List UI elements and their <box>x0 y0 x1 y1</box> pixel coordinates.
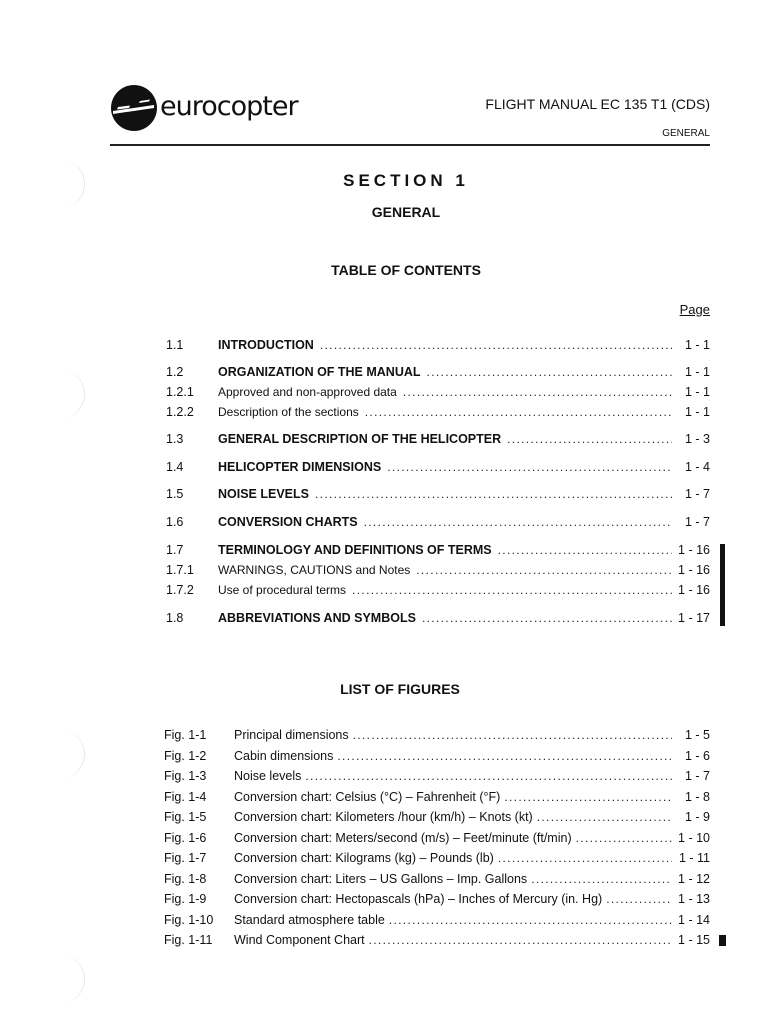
toc-entry-title: Approved and non-approved data <box>218 385 397 399</box>
toc-entry[interactable] <box>166 515 710 529</box>
toc-entry-number: 1.2 <box>166 365 184 379</box>
punch-hole-shadow <box>58 730 85 778</box>
figure-page: 1 - 8 <box>684 790 710 804</box>
toc-entry-page: 1 - 7 <box>684 487 710 501</box>
toc-entry-number: 1.5 <box>166 487 184 501</box>
toc-entry-number: 1.1 <box>166 338 184 352</box>
figure-number: Fig. 1-1 <box>164 728 207 742</box>
toc-entry[interactable] <box>166 563 710 577</box>
figure-title: Conversion chart: Meters/second (m/s) – Feet/minute (ft/min) <box>234 831 572 845</box>
dot-leader <box>531 872 672 886</box>
toc-entry-number: 1.7.2 <box>166 583 194 597</box>
section-title: SECTION 1 <box>343 171 469 190</box>
eurocopter-logo-icon <box>110 84 158 132</box>
dot-leader <box>507 432 672 446</box>
toc-entry[interactable] <box>166 583 710 597</box>
dot-leader <box>422 611 672 625</box>
figure-entry[interactable] <box>164 851 710 865</box>
toc-entry-number: 1.4 <box>166 460 184 474</box>
dot-leader <box>365 405 672 419</box>
toc-entry-page: 1 - 3 <box>684 432 710 446</box>
page-column-label: Page <box>679 302 710 317</box>
punch-hole-shadow <box>58 370 85 418</box>
eurocopter-logo <box>110 84 298 132</box>
dot-leader <box>576 831 672 845</box>
toc-entry-title: ABBREVIATIONS AND SYMBOLS <box>218 611 416 625</box>
figure-number: Fig. 1-6 <box>164 831 207 845</box>
revision-bar <box>720 544 725 626</box>
toc-entry-page: 1 - 16 <box>678 563 710 577</box>
toc-entry-title: HELICOPTER DIMENSIONS <box>218 460 382 474</box>
figure-page: 1 - 12 <box>678 872 710 886</box>
figure-number: Fig. 1-9 <box>164 892 207 906</box>
toc-entry-page: 1 - 17 <box>678 611 710 625</box>
dot-leader <box>305 769 672 783</box>
dot-leader <box>498 851 672 865</box>
toc-entry[interactable] <box>166 365 710 379</box>
brand-name: eurocopter <box>160 90 298 122</box>
toc-entry-page: 1 - 16 <box>678 583 710 597</box>
toc-entry-number: 1.2.1 <box>166 385 194 399</box>
figure-entry[interactable] <box>164 790 710 804</box>
header-rule <box>110 144 710 146</box>
figure-page: 1 - 6 <box>684 749 710 763</box>
dot-leader <box>403 385 672 399</box>
toc-entry-number: 1.7.1 <box>166 563 194 577</box>
dot-leader <box>337 749 672 763</box>
toc-entry-title: NOISE LEVELS <box>218 487 309 501</box>
toc-entry-page: 1 - 1 <box>684 405 710 419</box>
figure-number: Fig. 1-7 <box>164 851 207 865</box>
figure-number: Fig. 1-8 <box>164 872 207 886</box>
figure-title: Wind Component Chart <box>234 933 365 947</box>
toc-entry-number: 1.7 <box>166 543 184 557</box>
dot-leader <box>364 515 672 529</box>
figure-page: 1 - 15 <box>678 933 710 947</box>
revision-mark <box>719 935 726 946</box>
toc-entry-title: Description of the sections <box>218 405 359 419</box>
figure-title: Cabin dimensions <box>234 749 334 763</box>
figures-heading: LIST OF FIGURES <box>340 681 460 697</box>
figure-title: Noise levels <box>234 769 302 783</box>
section-subtitle: GENERAL <box>371 204 441 220</box>
chapter-name: GENERAL <box>662 128 710 139</box>
figure-entry[interactable] <box>164 913 710 927</box>
dot-leader <box>504 790 672 804</box>
figure-page: 1 - 13 <box>678 892 710 906</box>
figure-page: 1 - 14 <box>678 913 710 927</box>
toc-entry-title: ORGANIZATION OF THE MANUAL <box>218 365 421 379</box>
figure-entry[interactable] <box>164 810 710 824</box>
punch-hole-shadow <box>58 955 85 1003</box>
toc-entry-title: Use of procedural terms <box>218 583 347 597</box>
toc-entry-page: 1 - 4 <box>684 460 710 474</box>
toc-entry-number: 1.8 <box>166 611 184 625</box>
figure-page: 1 - 9 <box>684 810 710 824</box>
figure-number: Fig. 1-11 <box>164 933 213 947</box>
figure-entry[interactable] <box>164 933 710 947</box>
toc-entry[interactable] <box>166 487 710 501</box>
dot-leader <box>537 810 672 824</box>
figure-number: Fig. 1-5 <box>164 810 207 824</box>
figure-entry[interactable] <box>164 769 710 783</box>
toc-entry[interactable] <box>166 405 710 419</box>
dot-leader <box>353 728 672 742</box>
toc-entry-page: 1 - 16 <box>678 543 710 557</box>
dot-leader <box>315 487 672 501</box>
dot-leader <box>369 933 672 947</box>
figure-title: Conversion chart: Hectopascals (hPa) – Inches of Mercury (in. Hg) <box>234 892 603 906</box>
figure-title: Principal dimensions <box>234 728 349 742</box>
dot-leader <box>320 338 672 352</box>
toc-entry-title: INTRODUCTION <box>218 338 314 352</box>
figure-title: Standard atmosphere table <box>234 913 385 927</box>
toc-entry[interactable] <box>166 432 710 446</box>
toc-entry[interactable] <box>166 611 710 625</box>
toc-entry-page: 1 - 1 <box>684 385 710 399</box>
toc-entry[interactable] <box>166 385 710 399</box>
dot-leader <box>389 913 672 927</box>
figure-number: Fig. 1-3 <box>164 769 207 783</box>
toc-entry-number: 1.6 <box>166 515 184 529</box>
toc-heading: TABLE OF CONTENTS <box>331 262 481 278</box>
dot-leader <box>352 583 672 597</box>
toc-entry-title: GENERAL DESCRIPTION OF THE HELICOPTER <box>218 432 502 446</box>
figure-page: 1 - 5 <box>684 728 710 742</box>
dot-leader <box>387 460 672 474</box>
toc-entry-title: CONVERSION CHARTS <box>218 515 358 529</box>
figure-page: 1 - 11 <box>678 851 710 865</box>
figure-number: Fig. 1-4 <box>164 790 207 804</box>
dot-leader <box>427 365 672 379</box>
toc-entry-number: 1.2.2 <box>166 405 194 419</box>
dot-leader <box>498 543 672 557</box>
toc-entry[interactable] <box>166 460 710 474</box>
toc-entry-page: 1 - 1 <box>684 365 710 379</box>
toc-entry-title: TERMINOLOGY AND DEFINITIONS OF TERMS <box>218 543 492 557</box>
toc-entry-title: WARNINGS, CAUTIONS and Notes <box>218 563 411 577</box>
figure-title: Conversion chart: Kilograms (kg) – Pounds (lb) <box>234 851 494 865</box>
figure-number: Fig. 1-2 <box>164 749 207 763</box>
figure-title: Conversion chart: Celsius (°C) – Fahrenheit (°F) <box>234 790 501 804</box>
dot-leader <box>416 563 672 577</box>
figure-entry[interactable] <box>164 728 710 742</box>
figure-title: Conversion chart: Liters – US Gallons – Imp. Gallons <box>234 872 528 886</box>
figure-page: 1 - 10 <box>678 831 710 845</box>
toc-entry[interactable] <box>166 338 710 352</box>
toc-entry[interactable] <box>166 543 710 557</box>
figure-entry[interactable] <box>164 749 710 763</box>
toc-entry-page: 1 - 7 <box>684 515 710 529</box>
figure-title: Conversion chart: Kilometers /hour (km/h) – Knots (kt) <box>234 810 533 824</box>
dot-leader <box>606 892 672 906</box>
toc-entry-number: 1.3 <box>166 432 184 446</box>
figure-entry[interactable] <box>164 872 710 886</box>
figure-number: Fig. 1-10 <box>164 913 214 927</box>
figure-entry[interactable] <box>164 831 710 845</box>
toc-entry-page: 1 - 1 <box>684 338 710 352</box>
manual-title: FLIGHT MANUAL EC 135 T1 (CDS) <box>485 96 710 112</box>
figure-page: 1 - 7 <box>684 769 710 783</box>
figure-entry[interactable] <box>164 892 710 906</box>
